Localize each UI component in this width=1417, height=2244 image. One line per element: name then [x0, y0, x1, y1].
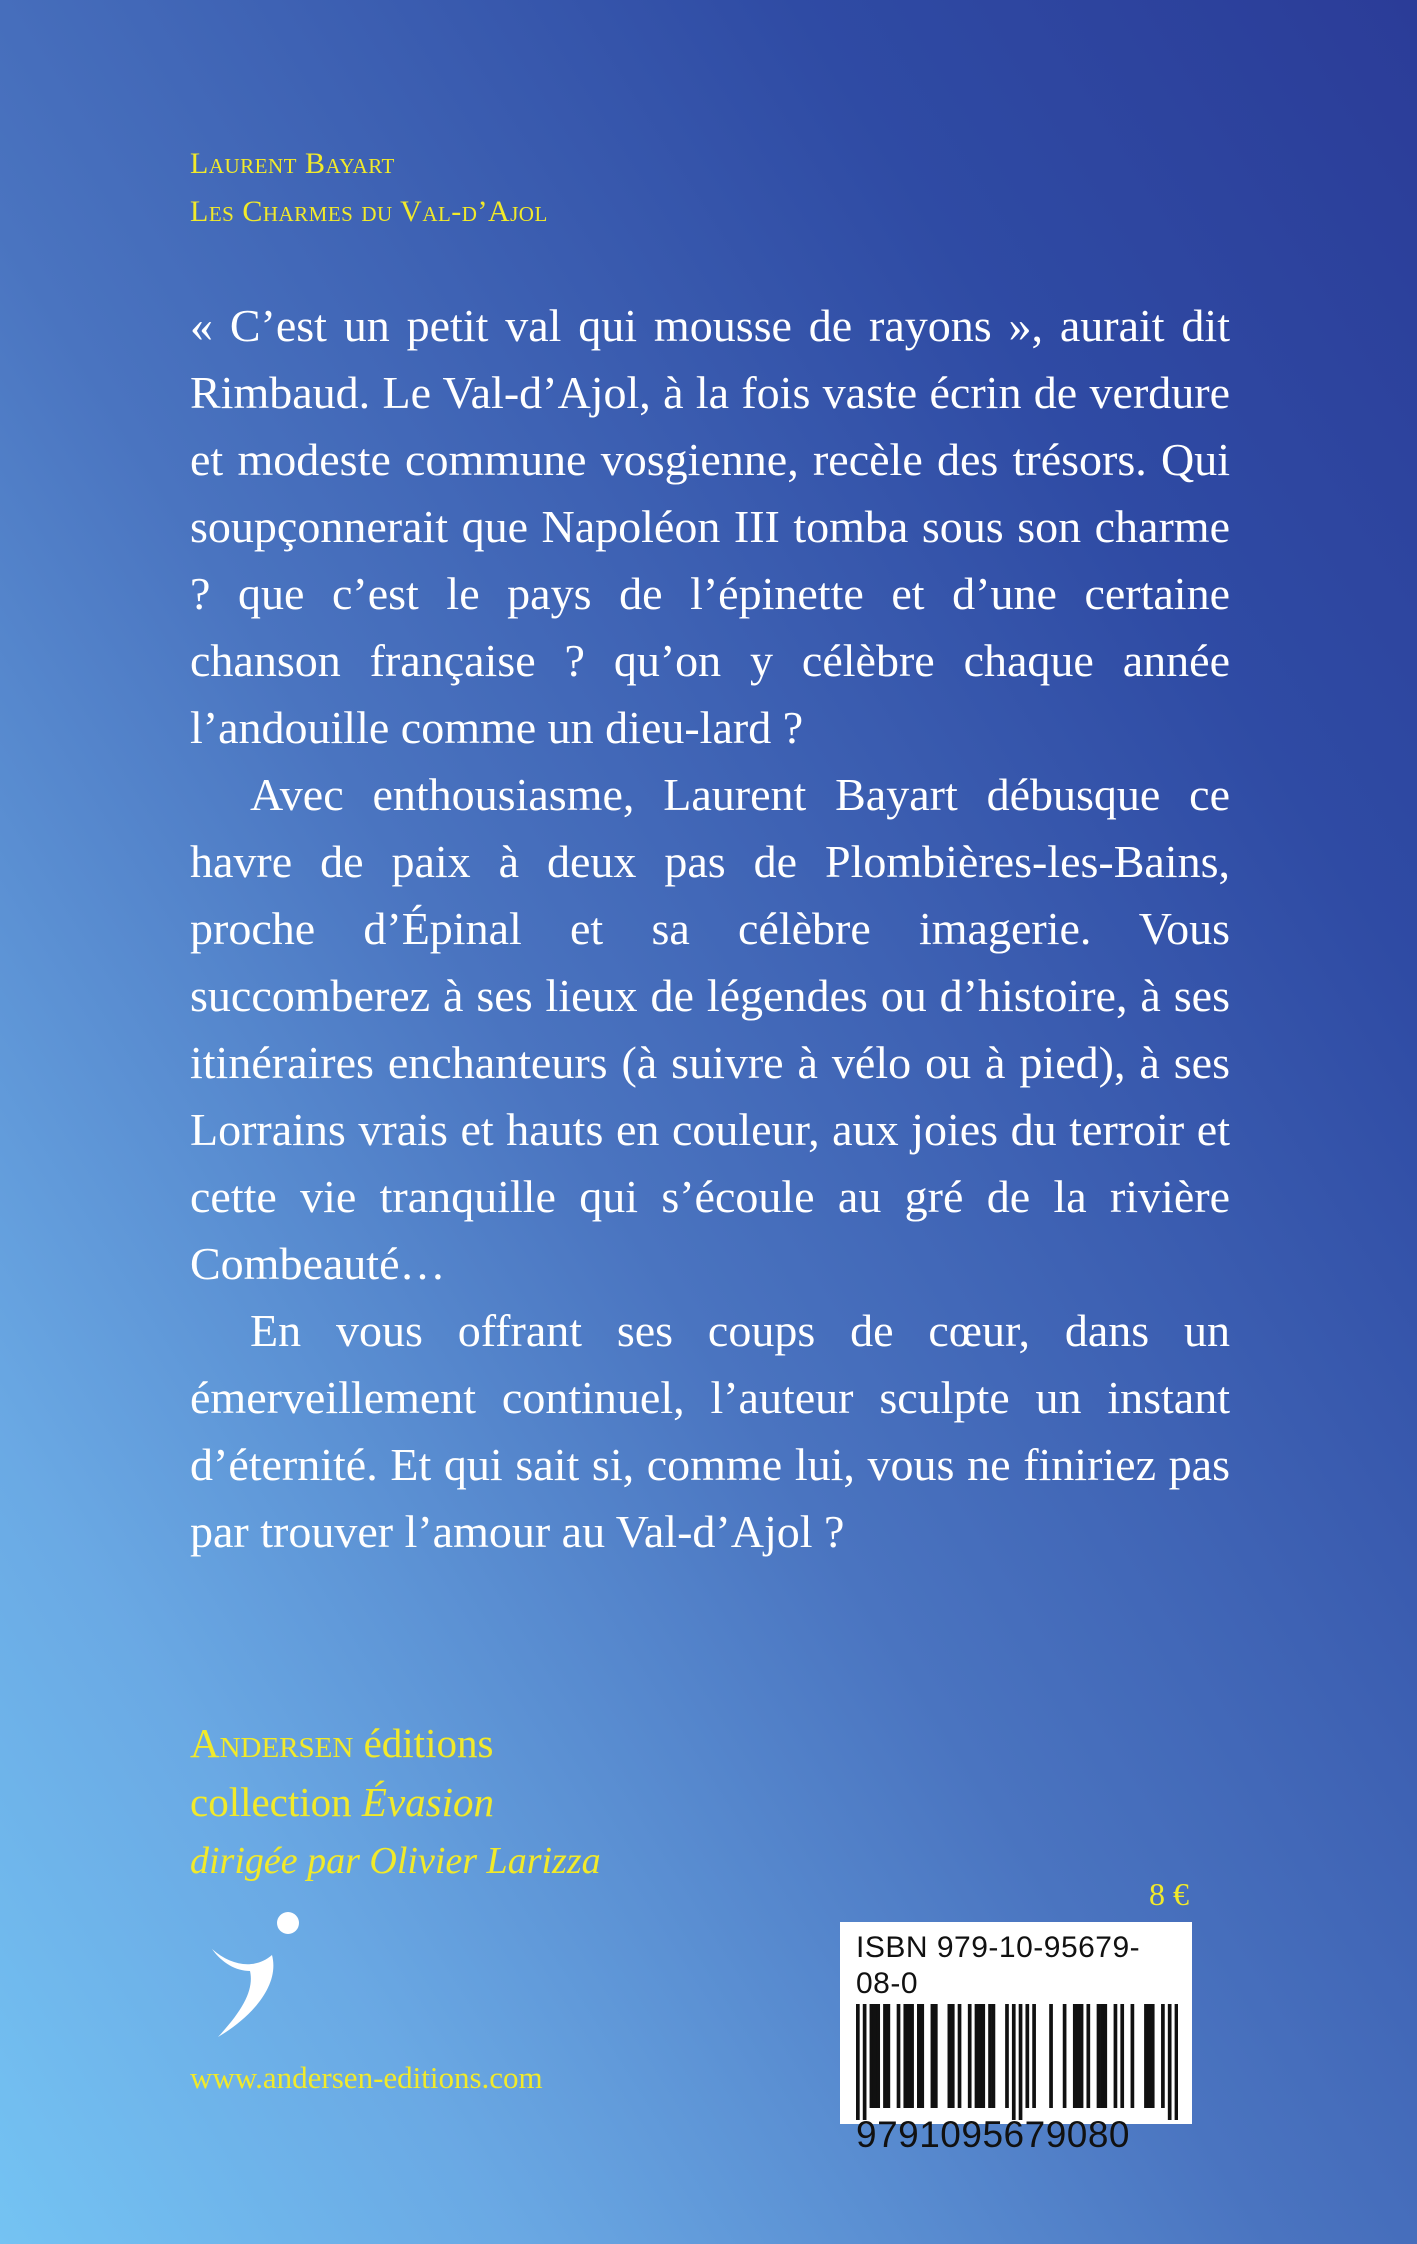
publisher-name — [190, 1714, 601, 1773]
barcode-bar — [1063, 2004, 1067, 2108]
barcode-bar — [1086, 2004, 1090, 2108]
barcode-bar — [1168, 2004, 1172, 2120]
price: 8 € — [1149, 1876, 1189, 1912]
barcode-bar — [1114, 2004, 1118, 2108]
barcode-bar — [1073, 2004, 1077, 2108]
publisher-editions: éditions — [363, 1720, 494, 1766]
barcode-bar — [1100, 2004, 1104, 2108]
isbn-label: ISBN 979-10-95679-08-0 — [856, 1931, 1141, 2000]
barcode-bar — [910, 2004, 914, 2108]
collection-line — [190, 1773, 601, 1832]
barcode-bar — [1025, 2004, 1029, 2108]
barcode-bar — [948, 2004, 952, 2108]
barcode-bar — [1076, 2004, 1080, 2108]
stylized-figure-icon — [200, 1905, 310, 2045]
barcode-bar — [876, 2004, 880, 2108]
barcode-bar — [992, 2004, 996, 2108]
blurb-paragraph: En vous offrant ses coups de cœur, dans un émerveillement continuel, l’auteur sculpte un instant d’éternité. Et qui sait si, comme lui, vous ne finiriez pas par trouver l’amour au Val-d’Ajol ? — [190, 1305, 1230, 1557]
barcode-bar — [870, 2004, 874, 2108]
barcode-bar — [1049, 2004, 1053, 2108]
barcode-bar — [981, 2004, 985, 2108]
barcode-bar — [988, 2004, 992, 2108]
barcode-bar — [1151, 2004, 1155, 2108]
barcode-bar — [1175, 2004, 1178, 2120]
publisher-brand: Andersen — [190, 1720, 354, 1766]
barcode-bar — [1144, 2004, 1148, 2108]
barcode-bar — [1131, 2004, 1135, 2108]
barcode-bar — [883, 2004, 887, 2108]
barcode-bar — [1032, 2004, 1036, 2108]
barcode-bar — [975, 2004, 979, 2108]
collection-name: Évasion — [361, 1779, 495, 1825]
publisher-website: www.andersen-editions.com — [190, 2060, 543, 2095]
barcode-bar — [958, 2004, 962, 2108]
barcode-bar — [1080, 2004, 1084, 2108]
barcode-bar — [968, 2004, 972, 2108]
barcode-bar — [873, 2004, 877, 2108]
barcode-bar — [863, 2004, 867, 2120]
barcode-bar — [1012, 2004, 1016, 2120]
barcode-bar — [951, 2004, 955, 2108]
barcode-bar — [903, 2004, 907, 2108]
barcode-bar — [931, 2004, 935, 2108]
barcode-bar — [856, 2004, 860, 2120]
barcode-digits: 9791095679080 — [856, 2114, 1131, 2155]
barcode-bar — [920, 2004, 924, 2108]
author-title-block — [190, 140, 548, 236]
barcode-bar — [978, 2004, 982, 2108]
barcode-bar — [1103, 2004, 1107, 2108]
blurb-paragraph: Avec enthousiasme, Laurent Bayart débusque ce havre de paix à deux pas de Plombières-les-Bains, proche d’Épinal et sa célèbre imagerie. Vous succomberez à ses lieux de légendes ou d’histoire, à ses itinéraires enchanteurs (à suivre à vélo ou à pied), à ses Lorrains vrais et hauts en couleur, aux joies du terroir et cette vie tranquille qui s’écoule au gré de la rivière Combeauté… — [190, 769, 1230, 1289]
author-name: Laurent Bayart — [190, 147, 395, 180]
barcode-bar — [917, 2004, 921, 2108]
barcode-bar — [907, 2004, 911, 2108]
collection-prefix: collection — [190, 1779, 352, 1825]
blurb — [190, 292, 1230, 1565]
barcode-bar — [1147, 2004, 1151, 2108]
barcode — [856, 2004, 1178, 2120]
blurb-paragraph: « C’est un petit val qui mousse de rayons », aurait dit Rimbaud. Le Val-d’Ajol, à la fois vaste écrin de verdure et modeste commune vosgienne, recèle des trésors. Qui soupçonnerait que Napoléon III tomba sous son charme ? que c’est le pays de l’épinette et d’une certaine chanson française ? qu’on y célèbre chaque année l’andouille comme un dieu-lard ? — [190, 300, 1230, 753]
book-title: Les Charmes du Val-d’Ajol — [190, 195, 548, 228]
barcode-bar — [897, 2004, 901, 2108]
collection-director: dirigée par Olivier Larizza — [190, 1840, 601, 1882]
publisher-block — [190, 1714, 601, 1891]
barcode-bar — [1005, 2004, 1009, 2108]
barcode-bar — [1120, 2004, 1124, 2108]
barcode-box — [840, 1922, 1192, 2155]
barcode-bar — [1161, 2004, 1165, 2108]
barcode-bar — [934, 2004, 938, 2108]
barcode-bar — [1019, 2004, 1023, 2120]
barcode-bar — [887, 2004, 891, 2108]
barcode-bar — [1097, 2004, 1101, 2108]
